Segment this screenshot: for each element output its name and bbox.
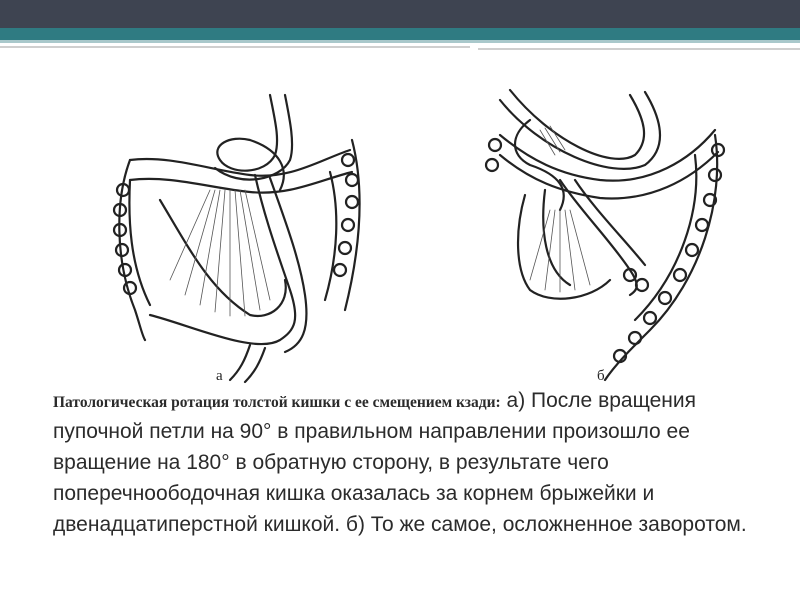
slide-divider-left: [0, 46, 470, 48]
drawing-b: [500, 90, 718, 380]
slide-divider-right: [478, 48, 800, 50]
slide-header-accent: [0, 28, 800, 40]
figure-caption: [53, 385, 773, 540]
caption-body: а) После вращения пупочной петли на 90° в правильном направлении произошло ее вращение на 180° в обратную сторону, в результате чего поперечноободочная кишка оказалась за корнем брыжейки и двенадцатиперстной кишкой. б) То же самое, осложненное заворотом.: [53, 389, 747, 536]
slide-header-bar: [0, 0, 800, 28]
caption-lead: Патологическая ротация толстой кишки с ее смещением кзади:: [53, 394, 501, 411]
figure-label-a: а: [216, 368, 223, 384]
intestine-rotation-illustration: [90, 80, 750, 390]
drawing-a: [119, 95, 359, 382]
slide-header-accent-edge: [0, 40, 800, 43]
figure-label-b: б: [597, 368, 605, 384]
